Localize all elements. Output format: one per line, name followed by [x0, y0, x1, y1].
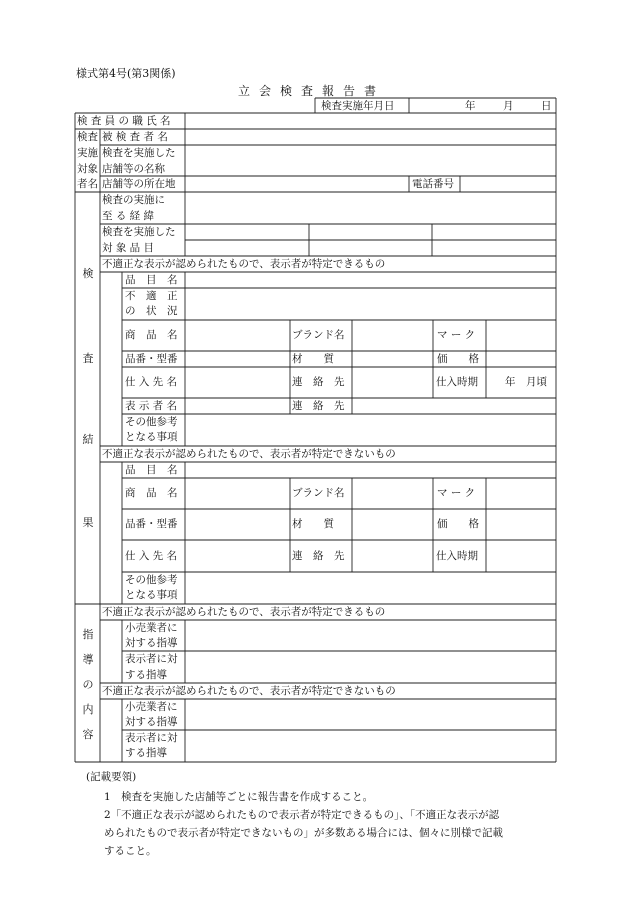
- b-mark-label: マ ー ク: [437, 487, 476, 499]
- inspection-date-label: 検査実施年月日: [321, 100, 395, 112]
- document-title: 立会検査報告書: [238, 84, 386, 98]
- target-items-label-1: 検査を実施した: [102, 226, 176, 238]
- section-a-heading: 不適正な表示が認められたもので、表示者が特定できるもの: [102, 258, 386, 270]
- b-price-label: 価 格: [437, 518, 479, 530]
- b-model-label: 品番・型番: [125, 518, 178, 530]
- guidance-a-retailer-1: 小売業者に: [125, 622, 178, 634]
- guidance-a-labeler-2: する指導: [125, 669, 167, 681]
- b-item-name-label: 品 目 名: [125, 464, 178, 476]
- guidance-b-retailer-1: 小売業者に: [125, 701, 178, 713]
- target-col-4: 者名: [77, 178, 98, 190]
- a-model-label: 品番・型番: [125, 353, 178, 365]
- inspector-label: 検 査 員 の 職 氏 名: [77, 115, 171, 127]
- results-side-2: 査: [82, 352, 94, 365]
- guidance-a-labeler-1: 表示者に対: [125, 653, 178, 665]
- target-col-3: 対象: [77, 163, 98, 175]
- a-status-label-2: の 状 況: [125, 305, 178, 317]
- b-product-label: 商 品 名: [125, 487, 178, 499]
- a-other-label-2: となる事項: [125, 431, 178, 443]
- b-material-label: 材 質: [292, 518, 334, 530]
- a-contact-label: 連 絡 先: [292, 376, 345, 388]
- day-label: 日: [541, 100, 552, 112]
- b-other-label-2: となる事項: [125, 589, 178, 601]
- guidance-b-labeler-2: する指導: [125, 747, 167, 759]
- a-labeler-contact-label: 連 絡 先: [292, 400, 345, 412]
- a-material-label: 材 質: [292, 353, 334, 365]
- guidance-side-5: 容: [82, 728, 94, 741]
- store-name-label-1: 検査を実施した: [102, 147, 176, 159]
- a-price-label: 価 格: [437, 353, 479, 365]
- a-item-name-label: 品 目 名: [125, 274, 178, 286]
- b-supplier-label: 仕 入 先 名: [125, 550, 178, 562]
- a-supplier-label: 仕 入 先 名: [125, 376, 178, 388]
- a-status-label-1: 不 適 正: [125, 290, 178, 302]
- a-labeler-label: 表 示 者 名: [125, 400, 178, 412]
- guidance-a-retailer-2: 対する指導: [125, 637, 178, 649]
- reason-label-2: 至 る 経 緯: [102, 210, 155, 222]
- a-other-label-1: その他参考: [125, 416, 178, 428]
- reason-label-1: 検査の実施に: [102, 194, 165, 206]
- inspectee-name-label: 被 検 査 者 名: [102, 131, 168, 143]
- section-b-heading: 不適正な表示が認められたもので、表示者が特定できないもの: [102, 448, 396, 460]
- phone-label: 電話番号: [412, 178, 454, 190]
- a-purchase-label: 仕入時期: [436, 376, 478, 388]
- b-brand-label: ブランド名: [292, 487, 345, 499]
- note-2-line-1: 2「不適正な表示が認められたもので表示者が特定できるもの」、「不適正な表示が認: [104, 809, 500, 821]
- guidance-a-heading: 不適正な表示が認められたもので、表示者が特定できるもの: [102, 606, 386, 618]
- guidance-side-1: 指: [82, 628, 94, 641]
- store-name-label-2: 店舗等の名称: [102, 163, 165, 175]
- a-year-month-label: 年 月頃: [505, 376, 547, 388]
- target-col-2: 実施: [77, 147, 98, 159]
- notes-heading: (記載要領): [86, 771, 137, 783]
- guidance-b-retailer-2: 対する指導: [125, 716, 178, 728]
- b-contact-label: 連 絡 先: [292, 550, 345, 562]
- results-side-3: 結: [82, 433, 94, 446]
- a-product-label: 商 品 名: [125, 329, 178, 341]
- note-2-line-2: められたもので表示者が特定できないもの」が多数ある場合には、個々に別様で記載: [104, 827, 503, 839]
- target-items-label-2: 対 象 品 目: [102, 242, 155, 254]
- guidance-b-heading: 不適正な表示が認められたもので、表示者が特定できないもの: [102, 685, 396, 697]
- b-purchase-label: 仕入時期: [436, 550, 478, 562]
- note-2-line-3: すること。: [104, 845, 157, 857]
- results-side-4: 果: [82, 516, 94, 529]
- guidance-side-4: 内: [82, 703, 94, 716]
- a-mark-label: マ ー ク: [437, 329, 476, 341]
- year-label: 年: [465, 100, 476, 112]
- note-1: 1 検査を実施した店舗等ごとに報告書を作成すること。: [104, 791, 374, 803]
- store-address-label: 店舗等の所在地: [102, 178, 176, 190]
- form-number: 様式第4号(第3関係): [76, 67, 176, 80]
- guidance-side-3: の: [82, 678, 94, 691]
- target-col-1: 検査: [77, 131, 98, 143]
- guidance-side-2: 導: [82, 653, 94, 666]
- b-other-label-1: その他参考: [125, 574, 178, 586]
- month-label: 月: [503, 100, 514, 112]
- results-side-1: 検: [82, 267, 94, 280]
- a-brand-label: ブランド名: [292, 329, 345, 341]
- guidance-b-labeler-1: 表示者に対: [125, 732, 178, 744]
